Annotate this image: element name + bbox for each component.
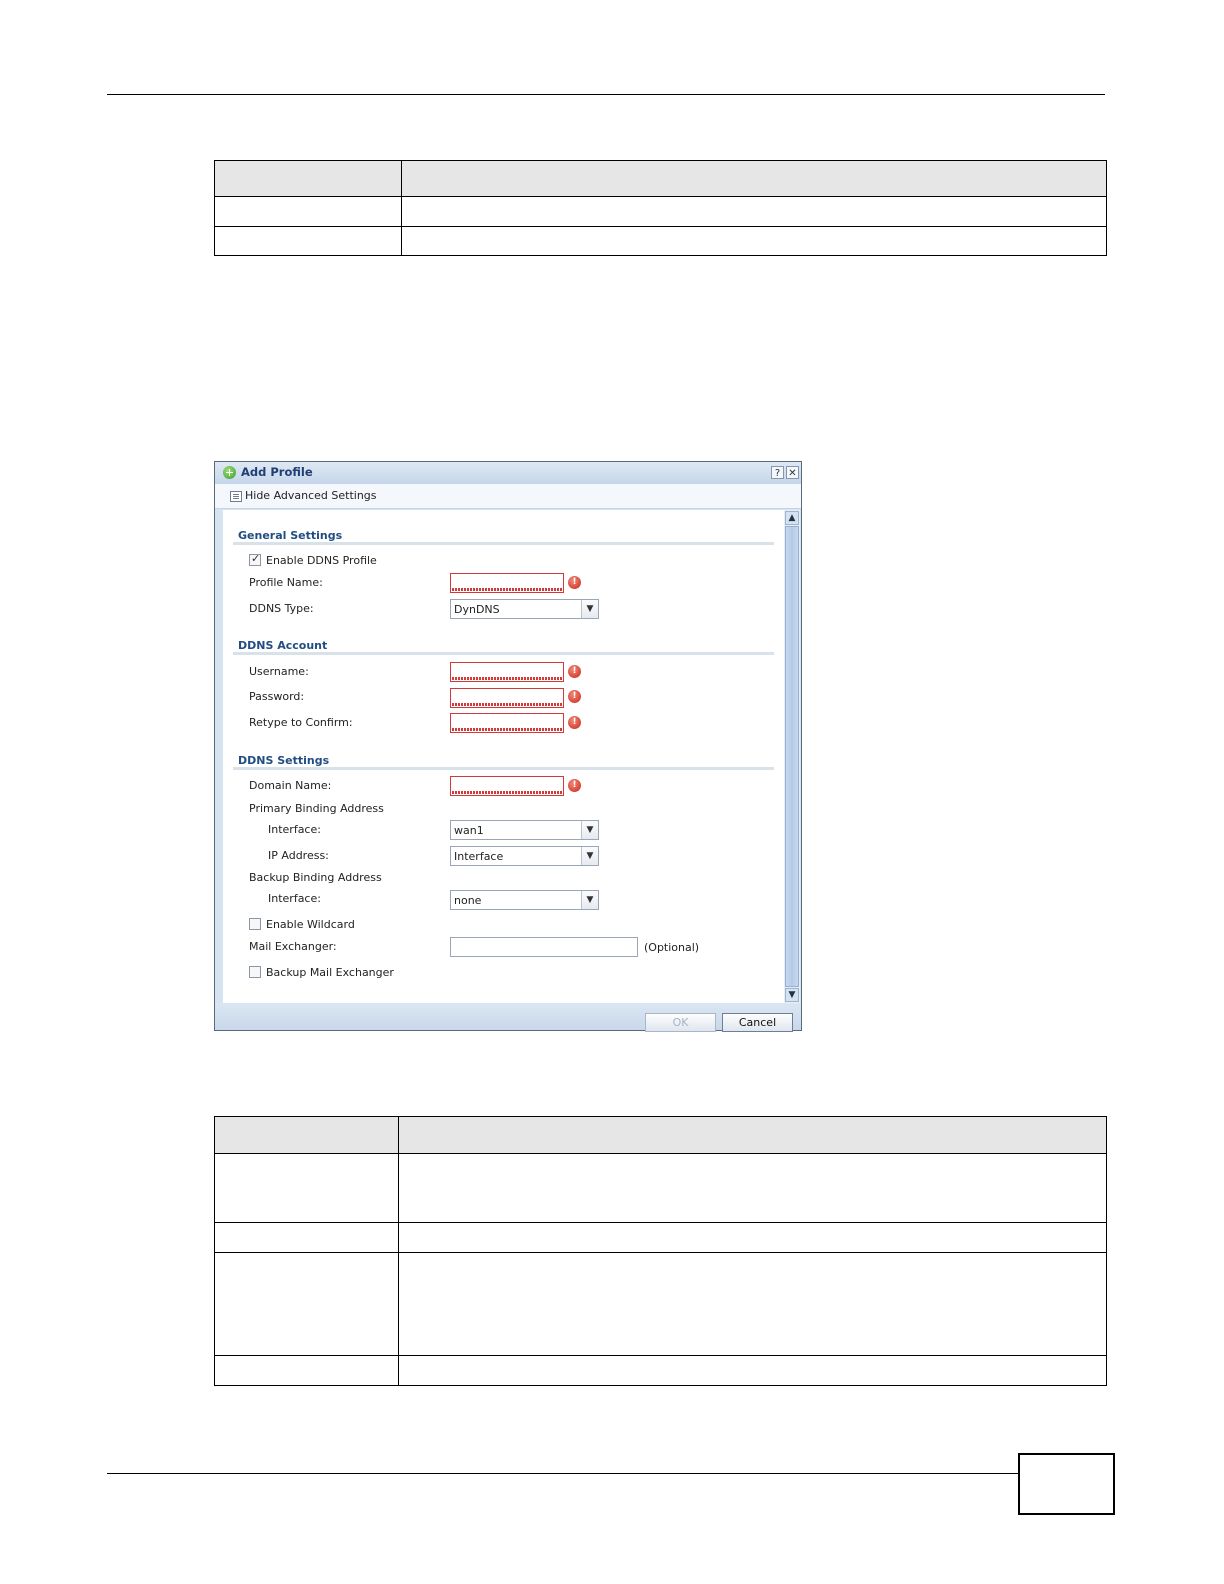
backup-interface-label: Interface:	[268, 892, 321, 905]
hide-advanced-settings-label: Hide Advanced Settings	[245, 489, 377, 502]
table-cell	[402, 197, 1107, 227]
enable-wildcard-checkbox[interactable]	[249, 918, 261, 930]
table-cell	[399, 1253, 1107, 1356]
domain-name-input[interactable]	[450, 776, 564, 796]
table-row	[215, 1154, 1107, 1223]
help-button[interactable]: ?	[771, 466, 784, 479]
username-input[interactable]	[450, 662, 564, 682]
dialog-scrollbar[interactable]	[784, 510, 800, 1003]
table-cell	[215, 161, 402, 197]
table-cell	[215, 197, 402, 227]
dialog-title: Add Profile	[241, 465, 313, 479]
domain-name-label: Domain Name:	[249, 779, 332, 792]
dialog-content	[223, 510, 784, 1003]
backup-mail-exchanger-label: Backup Mail Exchanger	[266, 966, 394, 979]
chevron-down-icon: ▼	[581, 821, 598, 839]
chevron-down-icon: ▼	[581, 600, 598, 618]
section-divider	[233, 542, 774, 545]
ddns-type-value: DynDNS	[454, 603, 500, 616]
primary-binding-label: Primary Binding Address	[249, 802, 384, 815]
table-cell	[215, 1154, 399, 1223]
ddns-type-label: DDNS Type:	[249, 602, 314, 615]
username-label: Username:	[249, 665, 309, 678]
ip-address-value: Interface	[454, 850, 504, 863]
retype-confirm-label: Retype to Confirm:	[249, 716, 353, 729]
close-button[interactable]: ✕	[786, 466, 799, 479]
section-divider	[233, 767, 774, 770]
backup-binding-label: Backup Binding Address	[249, 871, 382, 884]
backup-interface-select[interactable]	[450, 890, 599, 910]
table-header-row	[215, 161, 1107, 197]
table-cell	[399, 1154, 1107, 1223]
table-cell	[215, 1356, 399, 1386]
error-icon: !	[568, 779, 581, 792]
enable-wildcard-label: Enable Wildcard	[266, 918, 355, 931]
profile-name-input[interactable]	[450, 573, 564, 593]
scroll-thumb[interactable]	[785, 526, 799, 987]
dialog-toolbar	[215, 484, 801, 509]
password-input[interactable]	[450, 688, 564, 708]
table-row	[215, 1223, 1107, 1253]
ddns-type-select[interactable]	[450, 599, 599, 619]
primary-interface-label: Interface:	[268, 823, 321, 836]
ip-address-select[interactable]	[450, 846, 599, 866]
table-cell	[215, 1117, 399, 1154]
table-cell	[399, 1356, 1107, 1386]
enable-ddns-profile-checkbox[interactable]	[249, 554, 261, 566]
ip-address-label: IP Address:	[268, 849, 329, 862]
dialog-footer	[215, 1003, 801, 1030]
mail-exchanger-input[interactable]	[450, 937, 638, 957]
add-profile-dialog	[214, 461, 802, 1031]
table-row	[215, 1356, 1107, 1386]
backup-mail-exchanger-checkbox[interactable]	[249, 966, 261, 978]
table-cell	[399, 1223, 1107, 1253]
table-cell	[399, 1117, 1107, 1154]
scroll-up-icon[interactable]: ▲	[785, 511, 799, 525]
table-row	[215, 227, 1107, 256]
table-cell	[215, 1253, 399, 1356]
header-rule	[107, 94, 1105, 95]
ddns-account-title: DDNS Account	[238, 639, 328, 652]
enable-ddns-profile-label: Enable DDNS Profile	[266, 554, 377, 567]
profile-name-label: Profile Name:	[249, 576, 323, 589]
table-cell	[215, 1223, 399, 1253]
backup-interface-value: none	[454, 894, 482, 907]
dialog-titlebar	[215, 462, 801, 484]
ddns-settings-title: DDNS Settings	[238, 754, 330, 767]
mail-exchanger-label: Mail Exchanger:	[249, 940, 337, 953]
table-row	[215, 1253, 1107, 1356]
general-settings-title: General Settings	[238, 529, 343, 542]
ok-button[interactable]: OK	[645, 1013, 716, 1032]
cancel-button[interactable]: Cancel	[722, 1013, 793, 1032]
primary-interface-value: wan1	[454, 824, 484, 837]
chevron-down-icon: ▼	[581, 847, 598, 865]
list-icon	[230, 491, 242, 502]
table-header-row	[215, 1117, 1107, 1154]
optional-label: (Optional)	[644, 941, 700, 954]
table-cell	[215, 227, 402, 256]
page-number-box	[1018, 1453, 1115, 1515]
scroll-down-icon[interactable]: ▼	[785, 988, 799, 1002]
section-divider	[233, 652, 774, 655]
error-icon: !	[568, 665, 581, 678]
retype-confirm-input[interactable]	[450, 713, 564, 733]
chevron-down-icon: ▼	[581, 891, 598, 909]
error-icon: !	[568, 690, 581, 703]
primary-interface-select[interactable]	[450, 820, 599, 840]
add-circle-icon	[223, 466, 236, 479]
error-icon: !	[568, 576, 581, 589]
error-icon: !	[568, 716, 581, 729]
table-cell	[402, 161, 1107, 197]
table-row	[215, 197, 1107, 227]
password-label: Password:	[249, 690, 305, 703]
table-cell	[402, 227, 1107, 256]
top-table	[214, 160, 1107, 256]
footer-rule	[107, 1473, 1018, 1474]
bottom-table	[214, 1116, 1107, 1386]
